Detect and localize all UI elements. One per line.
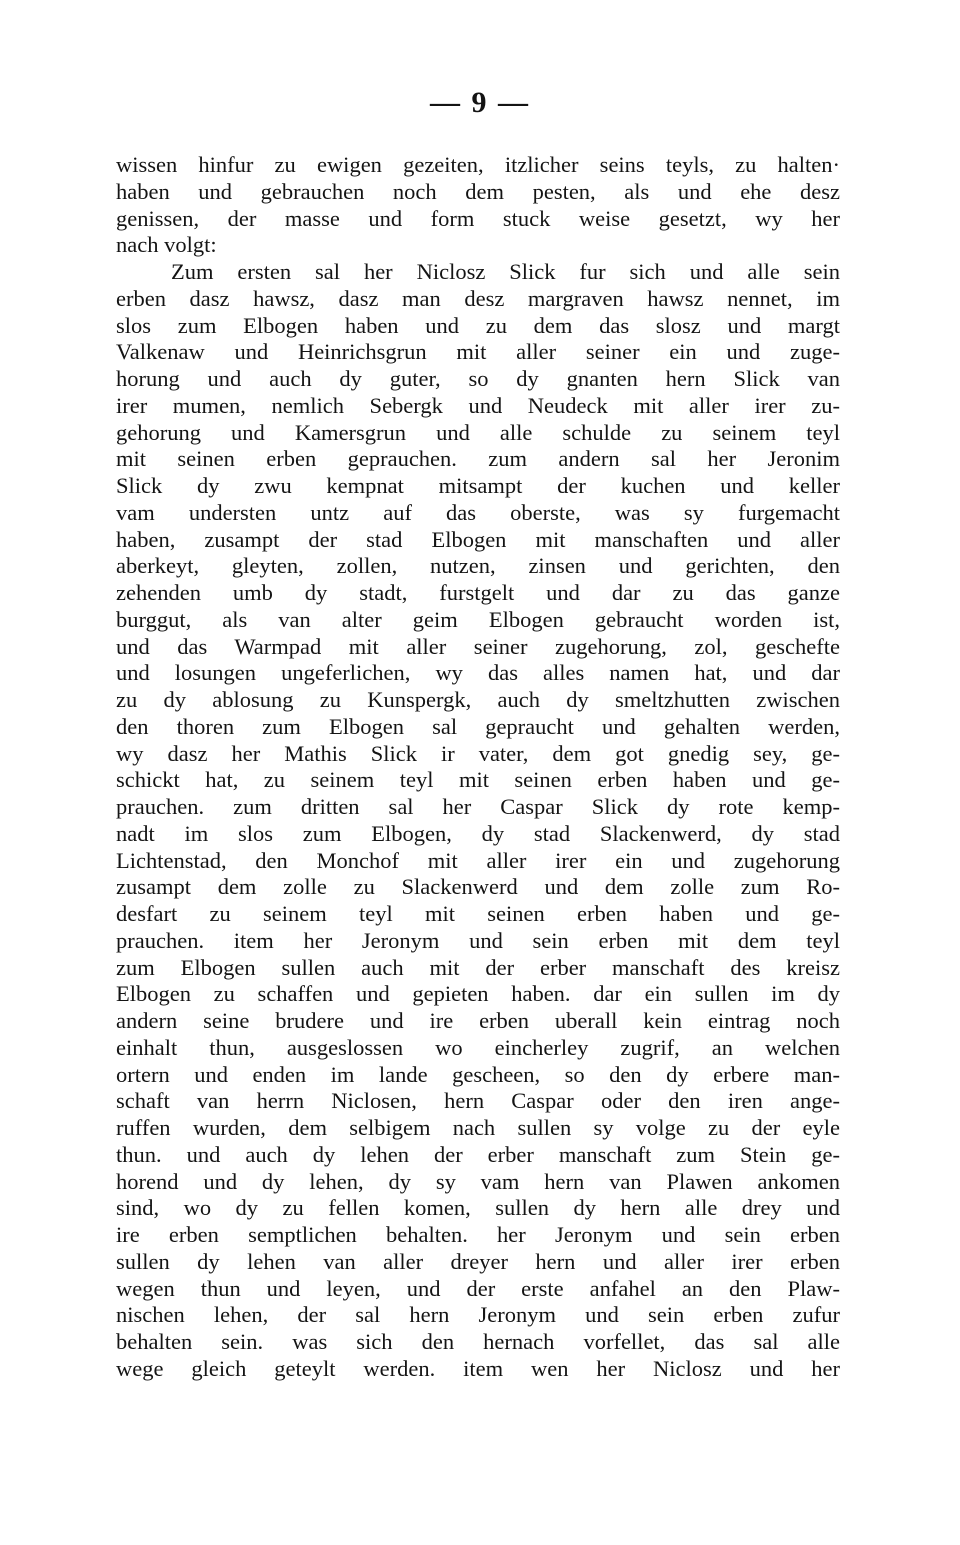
text-line: Lichtenstad, den Monchof mit aller irer ein und zugehorung	[116, 847, 840, 873]
text-line: zehenden umb dy stadt, furstgelt und dar zu das ganze	[116, 580, 840, 605]
text-line: wegen thun und leyen, und der erste anfahel an den Plaw-	[116, 1275, 840, 1301]
text-line: vam understen untz auf das oberste, was sy furgemacht	[116, 499, 840, 525]
text-line: gehorung und Kamersgrun und alle schulde zu seinem teyl	[116, 419, 840, 445]
text-line: zu dy ablosung zu Kunspergk, auch dy smeltzhutten zwischen	[116, 687, 840, 712]
body-text	[116, 152, 840, 1383]
text-line: nadt im slos zum Elbogen, dy stad Slackenwerd, dy stad	[116, 820, 840, 846]
text-line: ortern und enden im lande gescheen, so den dy erbere man-	[116, 1061, 840, 1087]
text-line: ruffen wurden, dem selbigem nach sullen sy volge zu der eyle	[116, 1115, 840, 1140]
text-line: behalten sein. was sich den hernach vorfellet, das sal alle	[116, 1329, 840, 1354]
text-line: desfart zu seinem teyl mit seinen erben haben und ge-	[116, 901, 840, 926]
text-line: den thoren zum Elbogen sal gepraucht und gehalten werden,	[116, 713, 840, 739]
text-line: zusampt dem zolle zu Slackenwerd und dem zolle zum Ro-	[116, 874, 840, 900]
text-line: sind, wo dy zu fellen komen, sullen dy hern alle drey und	[116, 1195, 840, 1221]
text-line: irer mumen, nemlich Sebergk und Neudeck mit aller irer zu-	[116, 392, 840, 418]
text-line: burggut, als van alter geim Elbogen gebraucht worden ist,	[116, 606, 840, 632]
text-line: Valkenaw und Heinrichsgrun mit aller seiner ein und zuge-	[116, 339, 840, 365]
text-line: prauchen. item her Jeronym und sein erben mit dem teyl	[116, 927, 840, 953]
text-line: schaft van herrn Niclosen, hern Caspar oder den iren ange-	[116, 1088, 840, 1114]
text-line: haben, zusampt der stad Elbogen mit manschaften und aller	[116, 526, 840, 552]
text-line: prauchen. zum dritten sal her Caspar Slick dy rote kemp-	[116, 794, 840, 819]
page-number: — 9 —	[430, 86, 530, 119]
text-line: wissen hinfur zu ewigen gezeiten, itzlicher seins teyls, zu halten·	[116, 152, 840, 177]
text-line: und das Warmpad mit aller seiner zugehorung, zol, geschefte	[116, 633, 840, 659]
text-line: wege gleich geteylt werden. item wen her Niclosz und her	[116, 1355, 840, 1381]
text-line: nach volgt:	[116, 232, 217, 258]
text-line: aberkeyt, gleyten, zollen, nutzen, zinsen und gerichten, den	[116, 553, 840, 579]
text-line: ire erben semptlichen behalten. her Jeronym und sein erben	[116, 1222, 840, 1247]
text-line: zum Elbogen sullen auch mit der erber manschaft des kreisz	[116, 954, 840, 980]
text-line: slos zum Elbogen haben und zu dem das slosz und margt	[116, 312, 840, 338]
text-line: und losungen ungeferlichen, wy das alles namen hat, und dar	[116, 660, 840, 686]
text-line: horend und dy lehen, dy sy vam hern van Plawen ankomen	[116, 1168, 840, 1194]
text-line: erben dasz hawsz, dasz man desz margraven hawsz nennet, im	[116, 285, 840, 311]
text-line: andern seine brudere und ire erben uberall kein eintrag noch	[116, 1008, 840, 1033]
text-line: mit seinen erben geprauchen. zum andern sal her Jeronim	[116, 446, 840, 472]
text-line: schickt hat, zu seinem teyl mit seinen erben haben und ge-	[116, 767, 840, 793]
text-line: einhalt thun, ausgeslossen wo eincherley zugrif, an welchen	[116, 1034, 840, 1060]
text-line: Slick dy zwu kempnat mitsampt der kuchen und keller	[116, 473, 840, 498]
text-line: Zum ersten sal her Niclosz Slick fur sich und alle sein	[171, 259, 840, 284]
text-line: haben und gebrauchen noch dem pesten, als und ehe desz	[116, 178, 840, 204]
text-line: wy dasz her Mathis Slick ir vater, dem got gnedig sey, ge-	[116, 740, 840, 766]
text-line: genissen, der masse und form stuck weise gesetzt, wy her	[116, 205, 840, 231]
text-line: sullen dy lehen van aller dreyer hern und aller irer erben	[116, 1248, 840, 1274]
text-line: nischen lehen, der sal hern Jeronym und sein erben zufur	[116, 1302, 840, 1328]
text-line: thun. und auch dy lehen der erber manschaft zum Stein ge-	[116, 1141, 840, 1167]
text-line: horung und auch dy guter, so dy gnanten hern Slick van	[116, 366, 840, 391]
text-line: Elbogen zu schaffen und gepieten haben. dar ein sullen im dy	[116, 981, 840, 1007]
